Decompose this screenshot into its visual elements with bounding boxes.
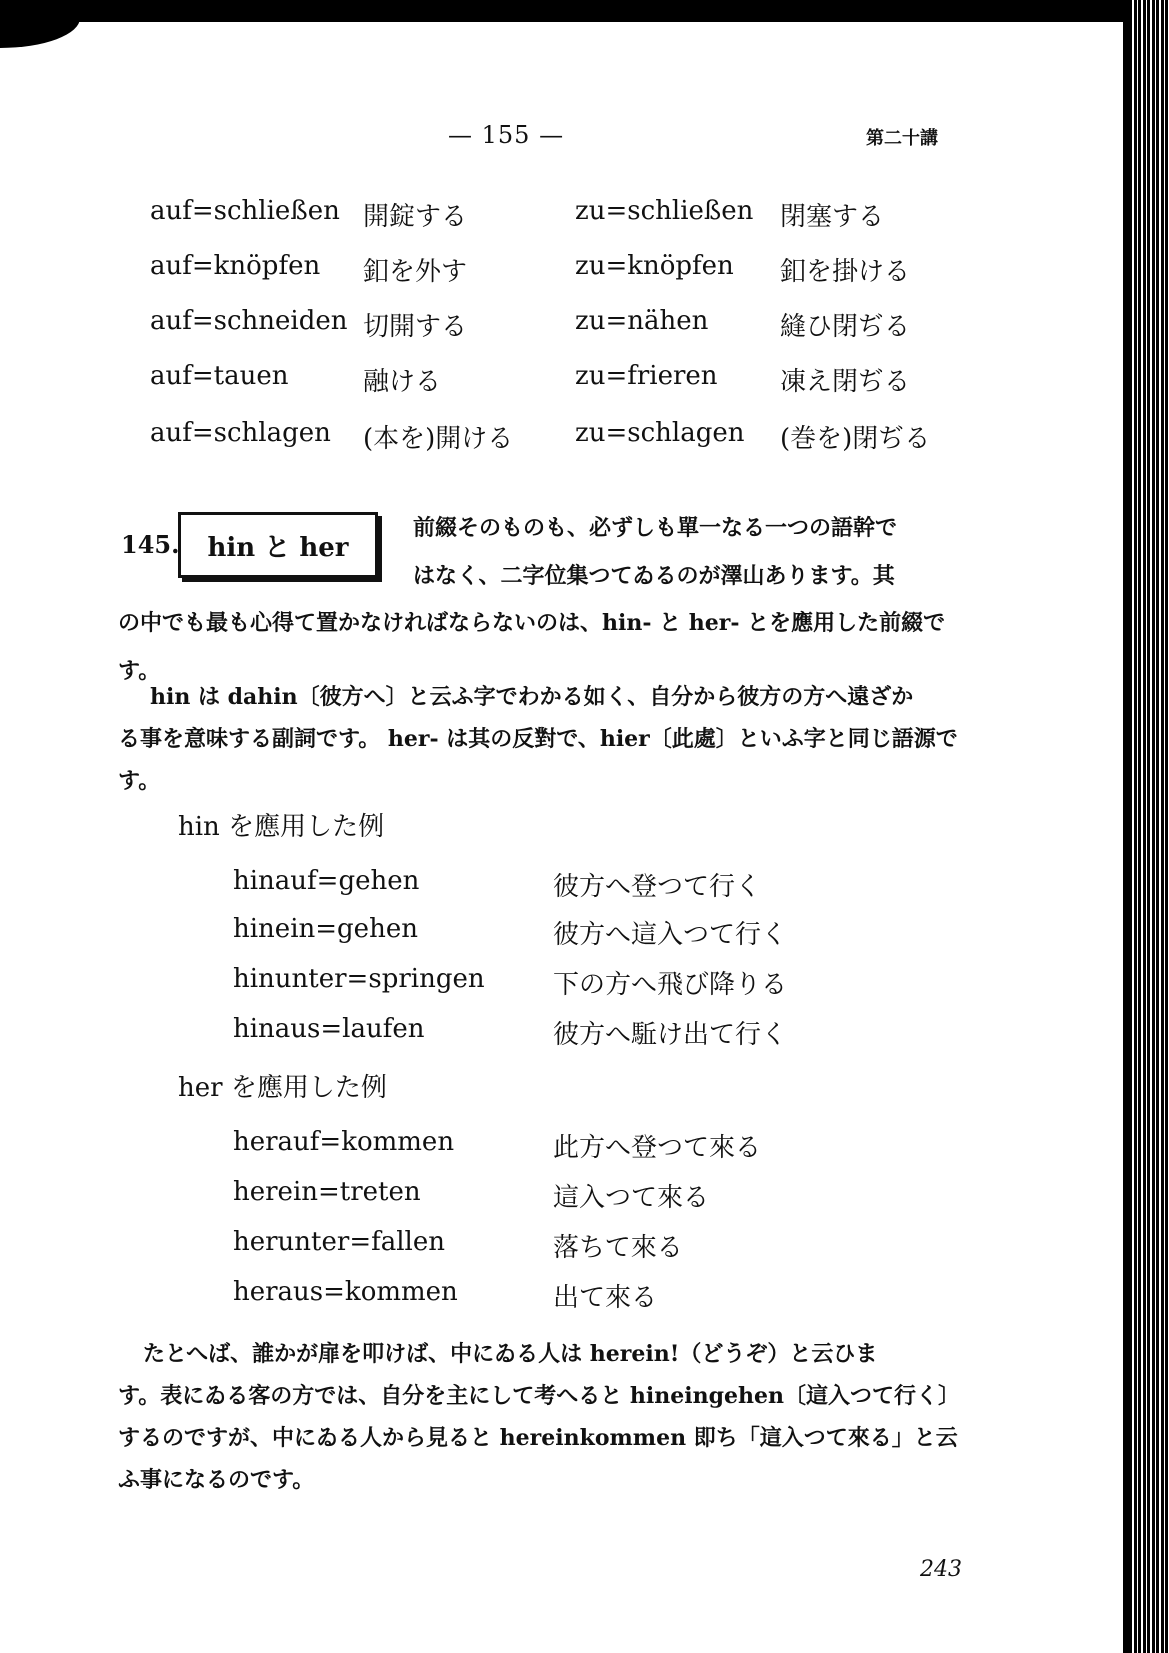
german-verb: hinauf=gehen xyxy=(233,866,420,896)
zu-meaning: (巻を)閉ぢる xyxy=(780,424,931,454)
closing-paragraph-first-line: たとへば、誰かが扉を叩けば、中にゐる人は herein!（どうぞ）と云ひま xyxy=(143,1341,878,1367)
paragraph-2-first-line: hin は dahin〔彼方へ〕と云ふ字でわかる如く、自分から彼方の方へ遠ざか xyxy=(150,684,914,710)
her-examples-heading: her を應用した例 xyxy=(178,1073,387,1103)
zu-meaning: 閉塞する xyxy=(780,202,885,232)
auf-meaning: 切開する xyxy=(363,312,468,342)
german-verb: herein=treten xyxy=(233,1177,421,1207)
section-title: hin と her xyxy=(207,532,349,563)
section-title-box xyxy=(178,512,378,578)
scan-corner-shadow xyxy=(0,18,80,48)
scan-page-stack xyxy=(1129,0,1169,1653)
auf-verb: auf=knöpfen xyxy=(150,251,321,281)
lecture-title: 第二十講 xyxy=(866,128,938,149)
scan-top-border xyxy=(0,0,1169,22)
page-number: 243 xyxy=(920,1557,962,1582)
text-line: はなく、二字位集つてゐるのが澤山あります。其 xyxy=(413,563,895,589)
paragraph-2-rest: る事を意味する副詞です。 her- は其の反對で、hier〔此處〕といふ字と同じ語源です。 xyxy=(118,726,958,794)
japanese-meaning: 彼方へ登つて行く xyxy=(553,872,762,902)
section-number: 145. xyxy=(121,530,180,559)
japanese-meaning: 彼方へ這入つて行く xyxy=(553,920,788,950)
auf-verb: auf=tauen xyxy=(150,361,289,391)
closing-paragraph-rest: す。表にゐる客の方では、自分を主にして考へると hineingehen〔這入つて行く〕するのですが、中にゐる人から見ると hereinkommen 即ち「這入つて來る」と云ふ事になるのです。 xyxy=(118,1383,960,1493)
zu-verb: zu=nähen xyxy=(575,306,709,336)
auf-meaning: (本を)開ける xyxy=(363,424,514,454)
zu-meaning: 釦を掛ける xyxy=(780,257,911,287)
german-verb: hinunter=springen xyxy=(233,964,485,994)
japanese-meaning: 出て來る xyxy=(553,1283,658,1313)
japanese-meaning: 彼方へ駈け出て行く xyxy=(553,1020,788,1050)
japanese-meaning: 落ちて來る xyxy=(553,1233,683,1263)
paragraph-1-opening xyxy=(413,504,973,600)
zu-verb: zu=frieren xyxy=(575,361,718,391)
auf-verb: auf=schließen xyxy=(150,196,340,226)
auf-meaning: 釦を外す xyxy=(363,257,468,287)
german-verb: hinein=gehen xyxy=(233,914,418,944)
german-verb: heraus=kommen xyxy=(233,1277,458,1307)
auf-meaning: 開錠する xyxy=(363,202,468,232)
hin-examples-heading: hin を應用した例 xyxy=(178,812,385,842)
zu-meaning: 凍え閉ぢる xyxy=(780,367,911,397)
zu-verb: zu=schließen xyxy=(575,196,754,226)
zu-meaning: 縫ひ閉ぢる xyxy=(780,312,911,342)
text-line: 前綴そのものも、必ずしも單一なる一つの語幹で xyxy=(413,515,898,541)
german-verb: herauf=kommen xyxy=(233,1127,455,1157)
zu-verb: zu=schlagen xyxy=(575,418,745,448)
paragraph-1-rest: の中でも最も心得て置かなければならないのは、hin- と her- とを應用した前綴です。 xyxy=(118,610,946,684)
auf-verb: auf=schneiden xyxy=(150,306,348,336)
german-verb: herunter=fallen xyxy=(233,1227,445,1257)
zu-verb: zu=knöpfen xyxy=(575,251,734,281)
japanese-meaning: 下の方へ飛び降りる xyxy=(553,970,788,1000)
japanese-meaning: 這入つて來る xyxy=(553,1183,710,1213)
japanese-meaning: 此方へ登つて來る xyxy=(553,1133,762,1163)
running-page-number: — 155 — xyxy=(448,121,565,149)
auf-meaning: 融ける xyxy=(363,367,442,397)
auf-verb: auf=schlagen xyxy=(150,418,331,448)
german-verb: hinaus=laufen xyxy=(233,1014,425,1044)
